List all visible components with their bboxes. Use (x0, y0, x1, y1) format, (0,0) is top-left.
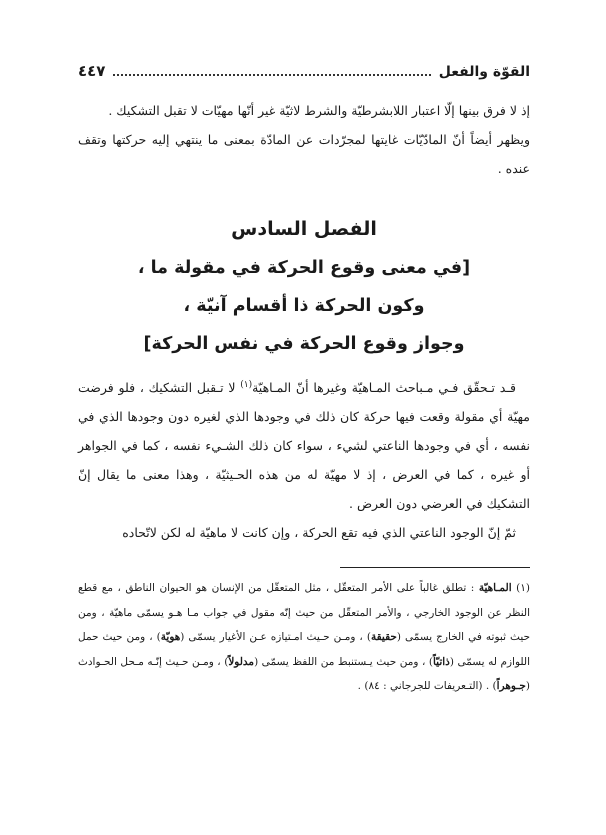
page-number: ٤٤٧ (78, 62, 106, 80)
chapter-title-line-1: [في معنى وقوع الحركة في مقولة ما ، (137, 258, 471, 278)
chapter-running-title: القوّة والفعل (438, 64, 530, 80)
paragraph-1 (78, 373, 530, 518)
footnote-term-dhatiyya: ذاتيّاً (432, 655, 450, 668)
paragraph-1-rest: لا تـقبل التشكيك ، فلو فرضت مهيّة أي مقولة وقعت فيها حركة كان ذلك في وجودها الذي لغيره دون وجودها الذي في نفسه ، أي في وجودها الناعتي لشيء ، سواء كان ذلك الشـيء نفسه ، كما في الجواهر أو غيره ، كما في العرض ، إذ لا مهيّة له من هذه الحـيثيّة ، وهذا معنى ما يقال إنّ التشكيك في العرضي دون العرض . (78, 380, 530, 511)
book-page (78, 62, 530, 822)
footnote-label: (١) (516, 582, 530, 594)
footnote-term-jawhar: جـوهراً (496, 680, 526, 692)
intro-line-1: إذ لا فرق بينها إلّا اعتبار اللابشرطيّة والشرط لاثيّة غير أنّها مهيّات لا تقبل التشكيك . (108, 103, 530, 118)
footnote-text-2: ) ، ومـن حـيث امـتيازه عـن الأغيار يسمّى ( (180, 631, 371, 643)
leader-dots (113, 73, 430, 76)
footnote-text-6: ) . (التـعريفات للجرجاني : ٨٤) . (357, 680, 497, 692)
footnote (78, 576, 530, 699)
footnote-term-huwiyya: هويّة (160, 631, 181, 643)
footnote-separator (340, 567, 530, 568)
main-text (78, 373, 530, 547)
footnote-reference[interactable]: (١) (240, 379, 253, 390)
chapter-heading (78, 209, 530, 363)
footnote-term-madlul: مدلولاً (228, 655, 255, 668)
intro-text (78, 96, 530, 183)
footnote-text: : تطلق غالباً على الأمر المتعقّل ، مثل المتعقّل من الإنسان هو الحيوان الناطق ، مع قطع النظر عن الوجود الخارجي ، والأمر المتعقّل من حيث إنّه مقول في جواب مـا هـو يسمّى ماهيّة ، ومن حيث ثبوته في الخارج يسمّى ( (78, 582, 530, 643)
footnote-text-5: ) ، ومـن حـيث إنّـه مـحل الحـوادث ( (78, 655, 530, 692)
chapter-title-line-3: وجواز وقوع الحركة في نفس الحركة] (143, 334, 465, 354)
chapter-title-line-2: وكون الحركة ذا أقسام آنيّة ، (183, 296, 425, 316)
intro-line-2: ويظهر أيضاً أنّ المادّيّات غايتها لمجرّدات عن المادّة بمعنى ما ينتهي إليه حركتها وتقف عنده . (78, 132, 530, 176)
paragraph-1-start: قـد تـحقّق فـي مـباحث المـاهيّة وغيرها أنّ المـاهيّة (252, 380, 516, 395)
paragraph-2: ثمّ إنّ الوجود الناعتي الذي فيه تقع الحركة ، وإن كانت لا ماهيّة له لكن لاتّحاده (122, 525, 516, 540)
footnote-term: المـاهيّة (478, 582, 512, 594)
footnote-text-4: ) ، ومن حيث يـستنبط من اللفظ يسمّى ( (254, 655, 433, 668)
chapter-number: الفصل السادس (231, 218, 377, 240)
footnote-term-haqiqa: حقيقة (370, 631, 397, 643)
footnote-text-3: ) ، ومن حيث حمل اللوازم له يسمّى ( (78, 631, 530, 668)
running-header (78, 62, 530, 88)
